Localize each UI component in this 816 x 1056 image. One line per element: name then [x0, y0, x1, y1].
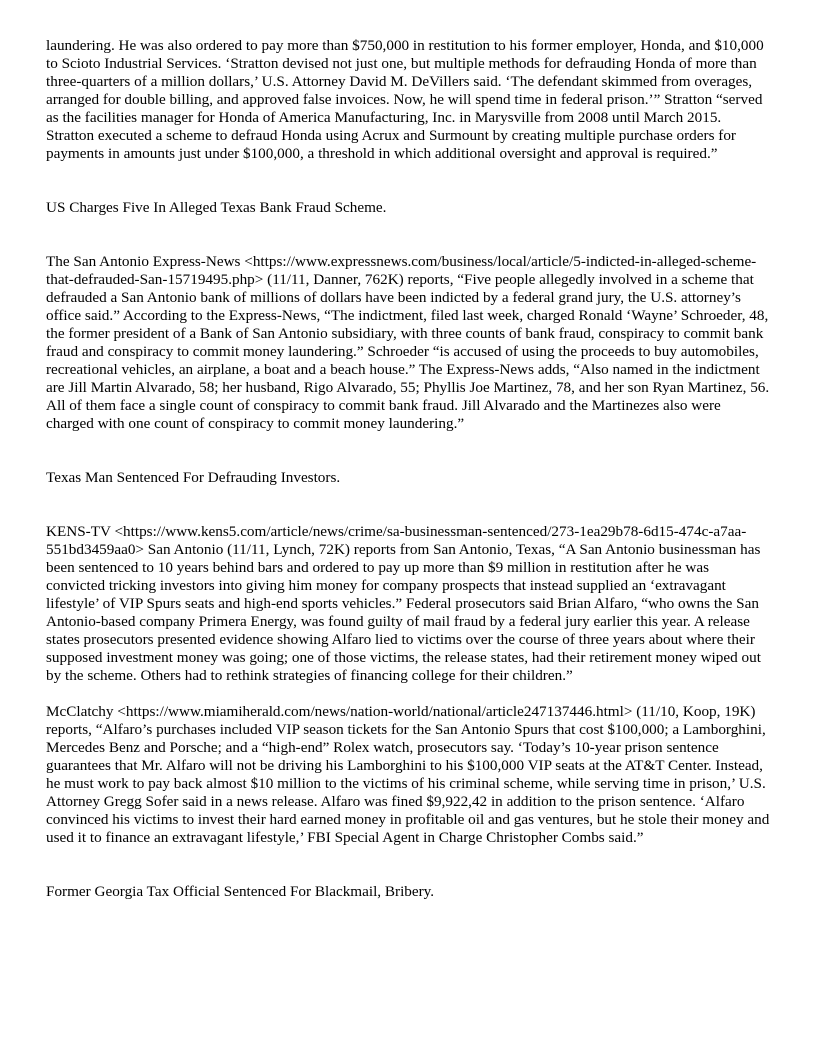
section-spacer [46, 217, 770, 253]
document-page [46, 37, 770, 901]
texas-bank-fraud-paragraph: The San Antonio Express-News <https://www.expressnews.com/business/local/article/5-indicted-in-alleged-scheme-that-defrauded-San-15719495.php> (11/11, Danner, 762K) reports, “Five people allegedly involved in a scheme that defrauded a San Antonio bank of millions of dollars have been indicted by a federal grand jury, the U.S. attorney’s office said.” According to the Express-News, “The indictment, filed last week, charged Ronald ‘Wayne’ Schroeder, 48, the former president of a Bank of San Antonio subsidiary, with three counts of bank fraud, conspiracy to commit bank fraud and conspiracy to commit money laundering.” Schroeder “is accused of using the proceeds to buy automobiles, recreational vehicles, an airplane, a boat and a beach house.” The Express-News adds, “Also named in the indictment are Jill Martin Alvarado, 58; her husband, Rigo Alvarado, 55; Phyllis Joe Martinez, 78, and her son Ryan Martinez, 56. All of them face a single count of conspiracy to commit bank fraud. Jill Alvarado and the Martinezes also were charged with one count of conspiracy to commit money laundering.” [46, 253, 770, 432]
paragraph-spacer [46, 685, 770, 703]
texas-bank-fraud-headline: US Charges Five In Alleged Texas Bank Fraud Scheme. [46, 199, 387, 216]
georgia-tax-headline: Former Georgia Tax Official Sentenced For Blackmail, Bribery. [46, 883, 435, 900]
honda-continued-paragraph: laundering. He was also ordered to pay more than $750,000 in restitution to his former employer, Honda, and $10,000 to Scioto Industrial Services. ‘Stratton devised not just one, but multiple methods for defrauding Honda of more than three-quarters of a million dollars,’ U.S. Attorney David M. DeVillers said. ‘The defendant skimmed from overages, arranged for double billing, and approved false invoices. Now, he will spend time in federal prison.’” Stratton “served as the facilities manager for Honda of America Manufacturing, Inc. in Marysville from 2008 until March 2015. Stratton executed a scheme to defraud Honda using Acrux and Surmount by creating multiple purchase orders for payments in amounts just under $100,000, a threshold in which additional oversight and approval is required.” [46, 37, 764, 162]
section-spacer [46, 433, 770, 469]
kens-tv-paragraph: KENS-TV <https://www.kens5.com/article/news/crime/sa-businessman-sentenced/273-1ea29b78-6d15-474c-a7aa-551bd3459aa0> San Antonio (11/11, Lynch, 72K) reports from San Antonio, Texas, “A San Antonio businessman has been sentenced to 10 years behind bars and ordered to pay up more than $9 million in restitution after he was convicted tricking investors into giving him money for company prospects that instead supplied an ‘extravagant lifestyle’ of VIP Spurs seats and high-end sports vehicles.” Federal prosecutors said Brian Alfaro, “who owns the San Antonio-based company Primera Energy, was found guilty of mail fraud by a federal jury earlier this year. A release states prosecutors presented evidence showing Alfaro lied to victims over the course of three years about where their supposed investment money was going; one of those victims, the release states, had their retirement money wiped out by the scheme. Others had to rethink strategies of financing college for their children.” [46, 523, 761, 684]
mcclatchy-paragraph: McClatchy <https://www.miamiherald.com/news/nation-world/national/article247137446.html> (11/10, Koop, 19K) reports, “Alfaro’s purchases included VIP season tickets for the San Antonio Spurs that cost $100,000; a Lamborghini, Mercedes Benz and Porsche; and a “high-end” Rolex watch, prosecutors say. ‘Today’s 10-year prison sentence guarantees that Mr. Alfaro will not be driving his Lamborghini to his $100,000 VIP seats at the AT&T Center. Instead, he must work to pay back almost $10 million to the victims of his criminal scheme, while serving time in prison,’ U.S. Attorney Gregg Sofer said in a news release. Alfaro was fined $9,922,42 in addition to the prison sentence. ‘Alfaro convinced his victims to invest their hard earned money in profitable oil and gas ventures, but he stole their money and used it to finance an extravagant lifestyle,’ FBI Special Agent in Charge Christopher Combs said.” [46, 703, 770, 846]
section-spacer [46, 163, 770, 199]
section-spacer [46, 847, 770, 883]
section-spacer [46, 487, 770, 523]
texas-investors-headline: Texas Man Sentenced For Defrauding Investors. [46, 469, 341, 486]
